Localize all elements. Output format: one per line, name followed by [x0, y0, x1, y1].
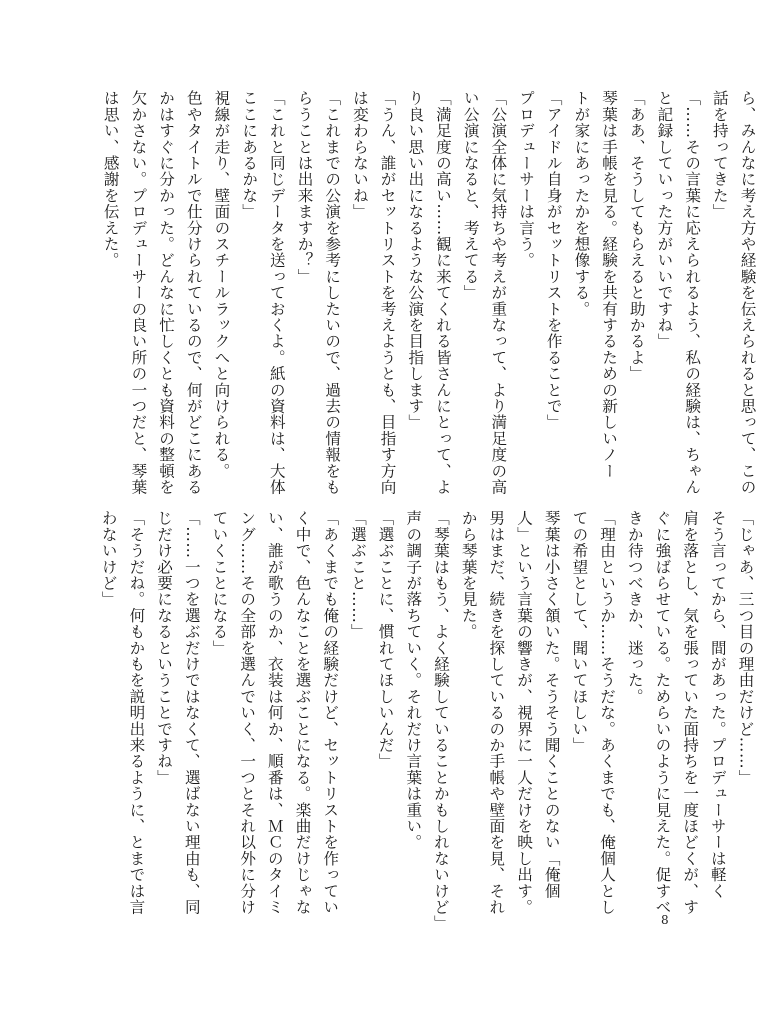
text-line: 「理由というか……そうだな。あくまでも、俺個人とし	[598, 510, 617, 915]
text-line: そう言ってから、間があった。プロデューサーは軽く	[708, 510, 727, 899]
text-line: ここにあるかな」	[240, 90, 259, 220]
text-line: い、誰が歌うのか、衣装は何か、順番は、ＭＣのタイミ	[265, 510, 284, 915]
text-line: ぐに強ばらせている。ためらいのように見えた。促すべ	[653, 510, 672, 915]
text-line: 肩を落とし、気を張っていた面持ちを一度ほどくが、す	[681, 510, 700, 915]
text-line: 「……一つを選ぶだけではなくて、選ばない理由も、同	[182, 510, 201, 915]
text-line: 「そうだね。何もかもを説明出来るように、とまでは言	[127, 510, 146, 915]
text-line: い公演になると、考えてる」	[461, 90, 480, 301]
text-line: 欠かさない。プロデューサーの良い所の一つだと、琴葉	[129, 90, 148, 495]
text-line: 「満足度の高い……観に来てくれる皆さんにとって、よ	[433, 90, 452, 495]
text-line: 人」という言葉の響きが、視界に一人だけを映し出す。	[515, 510, 533, 915]
text-line: 「うん、誰がセットリストを考えようとも、目指す方向	[378, 90, 397, 495]
text-line: 「これと同じデータを送っておくよ。紙の資料は、大体	[267, 90, 286, 495]
lower-text-block	[90, 510, 755, 932]
text-line: く中で、色んなことを選ぶことになる。楽曲だけじゃな	[293, 510, 312, 915]
text-line: 「アイドル自身がセットリストを作ることで」	[544, 90, 563, 431]
text-line: 「あくまでも俺の経験だけど、セットリストを作ってい	[321, 510, 340, 915]
text-line: 「選ぶこと……」	[348, 510, 367, 640]
text-line: り良い思い出になるような公演を目指します」	[406, 90, 425, 431]
text-line: 琴葉は手帳を見る。経験を共有するための新しいノー	[600, 90, 619, 479]
text-line: らうことは出来ますか？」	[295, 90, 314, 285]
text-line: 視線が走り、壁面のスチールラックへと向けられる。	[212, 90, 231, 479]
text-line: 「ああ、そうしてもらえると助かるよ」	[627, 90, 646, 382]
text-line: わないけど」	[99, 510, 118, 608]
text-line: ての希望として、聞いてほしい」	[570, 510, 589, 753]
text-line: きか待つべきか、迷った。	[625, 510, 644, 705]
text-line: から琴葉を見た。	[459, 510, 478, 640]
text-line: 男はまだ、続きを探しているのか手帳や壁面を見、それ	[487, 510, 506, 915]
text-line: プロデューサーは言う。	[517, 90, 535, 269]
text-line: かはすぐに分かった。どんなに忙しくとも資料の整頓を	[157, 90, 176, 495]
text-line: 「……その言葉に応えられるよう、私の経験は、ちゃん	[683, 90, 702, 495]
text-line: 色やタイトルで仕分けられているので、何がどこにある	[184, 90, 203, 495]
text-line: 「琴葉はもう、よく経験していることかもしれないけど」	[431, 510, 450, 932]
text-line: は変わらないね」	[350, 90, 369, 220]
text-line: 「公演全体に気持ちや考えが重なって、より満足度の高	[489, 90, 508, 495]
upper-text-block	[92, 90, 757, 495]
text-line: ら、みんなに考え方や経験を伝えられると思って、この	[738, 90, 757, 495]
text-line: ていくことになる」	[210, 510, 229, 656]
text-line: 琴葉は小さく頷いた。そうそう聞くことのない「俺個	[542, 510, 561, 899]
text-line: 声の調子が落ちていく。それだけ言葉は重い。	[404, 510, 423, 851]
text-line: 「選ぶことに、慣れてほしいんだ」	[376, 510, 395, 770]
text-line: 「じゃあ、三つ目の理由だけど……」	[736, 510, 755, 786]
text-line: トが家にあったかを想像する。	[572, 90, 591, 317]
text-line: ング……その全部を選んでいく、一つとそれ以外に分け	[238, 510, 257, 915]
text-line: と記録していった方がいいですね」	[655, 90, 674, 350]
page-number: 8	[661, 913, 669, 927]
text-line: 「これまでの公演を参考にしたいので、過去の情報をも	[323, 90, 342, 495]
text-line: じだけ必要になるということですね」	[155, 510, 174, 786]
text-line: は思い、感謝を伝えた。	[101, 90, 120, 269]
text-line: 話を持ってきた」	[710, 90, 729, 220]
